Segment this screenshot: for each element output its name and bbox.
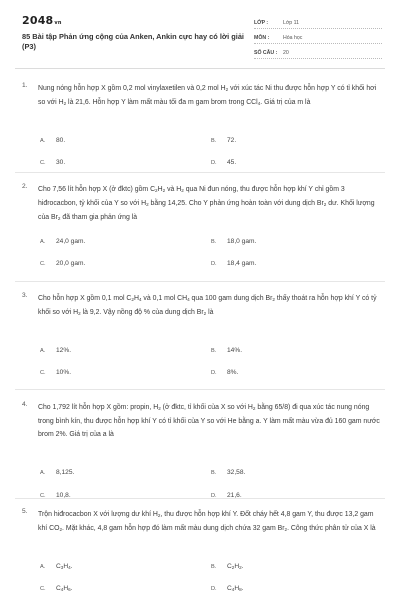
answer-option-b[interactable] [211, 238, 256, 245]
answer-option-c[interactable] [40, 585, 73, 592]
answer-option-a[interactable] [40, 469, 74, 476]
option-value: 10%. [56, 369, 72, 376]
question-text: Cho 7,56 lít hỗn hợp X (ở đktc) gồm $C_2H_2$ và $H_2$ qua Ni đun nóng, thu được hỗn hợp khí Y chỉ gồm 3 hiđrocacbon, tỷ khối của Y so với $H_2$ bằng 14,25. Cho Y phản ứng hoàn toàn với dung dịch $Br_2$ dư. Khối lượng của $Br_2$ đã tham gia phản ứng là [38, 186, 375, 221]
option-letter: C. [40, 493, 46, 499]
option-letter: D. [211, 370, 217, 376]
meta-value: Hóa học [283, 35, 303, 41]
option-value: 72. [227, 137, 237, 144]
answer-option-a[interactable] [40, 137, 65, 144]
answer-option-b[interactable] [211, 137, 236, 144]
option-letter: B. [211, 564, 217, 570]
option-letter: C. [40, 370, 46, 376]
question-divider [15, 498, 385, 499]
answer-option-d[interactable] [211, 369, 238, 376]
answer-option-a[interactable] [40, 238, 85, 245]
option-value: 8,125. [56, 469, 75, 476]
option-letter: D. [211, 493, 217, 499]
option-value: 45. [227, 159, 237, 166]
option-value: 80. [56, 137, 66, 144]
option-value: 12%. [56, 347, 72, 354]
site-logo[interactable]: 2048vn [22, 14, 62, 27]
question-number: 2. [22, 183, 28, 190]
answer-option-c[interactable] [40, 369, 71, 376]
option-letter: A. [40, 239, 46, 245]
option-value: 14%. [227, 347, 243, 354]
option-letter: A. [40, 470, 46, 476]
meta-row-class [254, 15, 382, 29]
answer-option-c[interactable] [40, 260, 85, 267]
meta-row-subject [254, 30, 382, 44]
question-number: 1. [22, 82, 28, 89]
answer-option-c[interactable] [40, 159, 65, 166]
option-letter: A. [40, 138, 46, 144]
option-value: $C_4H_8$. [227, 585, 244, 592]
option-value: 32,58. [227, 469, 246, 476]
option-value: 18,4 gam. [227, 260, 257, 267]
option-value: $C_2H_2$. [227, 563, 244, 570]
document-meta [254, 15, 382, 60]
option-value: 24,0 gam. [56, 238, 86, 245]
option-value: 8%. [227, 369, 239, 376]
meta-value: Lớp 11 [283, 20, 299, 26]
meta-label: LỚP : [254, 20, 269, 26]
document-header [0, 0, 400, 62]
meta-row-count [254, 45, 382, 59]
document-title: 85 Bài tập Phản ứng cộng của Anken, Ankin cực hay có lời giải (P3) [22, 32, 244, 51]
question-divider [15, 281, 385, 282]
option-value: 10,8. [56, 492, 71, 499]
meta-label: SỐ CÂU : [254, 50, 278, 56]
option-value: 18,0 gam. [227, 238, 257, 245]
option-letter: B. [211, 470, 217, 476]
option-value: $C_4H_6$. [56, 585, 73, 592]
logo-suffix: vn [54, 20, 62, 26]
option-value: $C_3H_4$. [56, 563, 73, 570]
header-divider [15, 68, 385, 69]
option-value: 20,0 gam. [56, 260, 86, 267]
question-text: Trộn hiđrocacbon X với lượng dư khí $H_2$, thu được hỗn hợp khí Y. Đốt cháy hết 4,8 gam Y, thu được 13,2 gam khí $CO_2$. Mặt khác, 4,8 gam hỗn hợp đó làm mất màu dung dịch chứa 32 gam $Br_2$. Công thức phân tử của X là [38, 511, 376, 532]
option-letter: C. [40, 160, 46, 166]
question-number: 3. [22, 292, 28, 299]
option-letter: A. [40, 348, 46, 354]
question-text: Cho 1,792 lít hỗn hợp X gồm: propin, $H_2$ (ở đktc, tỉ khối của X so với $H_2$ bằng 65/8) đi qua xúc tác nung nóng trong bình kín, thu được hỗn hợp khí Y có tỉ khối của Y so với He bằng a. Y làm mất màu vừa đủ 160 gam nước brom 2%. Giá trị của a là [38, 404, 380, 438]
question-divider [15, 389, 385, 390]
answer-option-b[interactable] [211, 347, 242, 354]
question-number: 4. [22, 401, 28, 408]
meta-value: 20 [283, 50, 289, 56]
option-letter: D. [211, 586, 217, 592]
answer-option-d[interactable] [211, 260, 256, 267]
option-letter: D. [211, 160, 217, 166]
meta-label: MÔN : [254, 35, 270, 41]
option-value: 30. [56, 159, 66, 166]
question-text: Nung nóng hỗn hợp X gồm 0,2 mol vinylaxetilen và 0,2 mol $H_2$ với xúc tác Ni thu được hỗn hợp Y có tỉ khối hơi so với $H_2$ là 21,6. Hỗn hợp Y làm mất màu tối đa m gam brom trong CCl$_4$. Giá trị của m là [38, 85, 377, 106]
option-letter: B. [211, 239, 217, 245]
answer-option-d[interactable] [211, 585, 244, 592]
question-text: Cho hỗn hợp X gồm 0,1 mol $C_2H_4$ và 0,1 mol $CH_4$ qua 100 gam dung dịch $Br_2$ thấy thoát ra hỗn hợp khí Y có tỷ khối so với $H_2$ là 9,2. Vậy nồng độ % của dung dịch $Br_2$ là [38, 295, 377, 316]
answer-option-b[interactable] [211, 469, 245, 476]
answer-option-d[interactable] [211, 159, 236, 166]
option-letter: C. [40, 261, 46, 267]
option-letter: A. [40, 564, 46, 570]
option-letter: B. [211, 138, 217, 144]
answer-option-b[interactable] [211, 563, 244, 570]
answer-option-a[interactable] [40, 563, 73, 570]
answer-option-a[interactable] [40, 347, 71, 354]
option-letter: C. [40, 586, 46, 592]
question-divider [15, 172, 385, 173]
option-letter: B. [211, 348, 217, 354]
option-letter: D. [211, 261, 217, 267]
option-value: 21,6. [227, 492, 242, 499]
question-number: 5. [22, 508, 28, 515]
